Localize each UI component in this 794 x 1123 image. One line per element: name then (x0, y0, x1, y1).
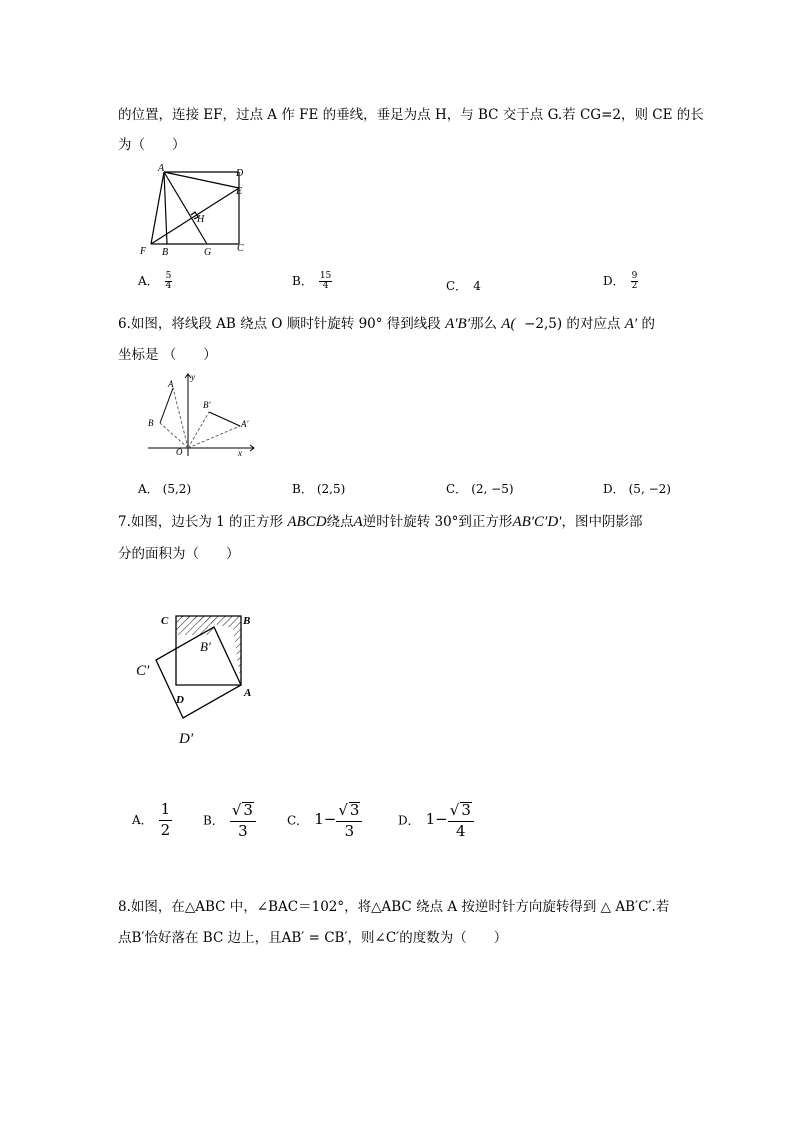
q8-text-line2: 点B′恰好落在 BC 边上，且AB′ = CB′，则∠C′的度数为（ ） (118, 930, 508, 946)
q7-option-a[interactable]: A． $\frac{1}{2}$ (132, 800, 171, 839)
q6-option-b[interactable]: B． (2,5) (292, 482, 346, 496)
q5-square-figure (138, 160, 253, 260)
q5-option-b[interactable]: B． $\frac{15}{4}$ (292, 271, 332, 291)
q5-label-C: C (237, 243, 244, 254)
q5-label-B: B (162, 247, 169, 258)
q6-label-A: A (168, 379, 174, 389)
q6-label-y: y (191, 372, 195, 382)
q6-label-O: O (176, 447, 183, 457)
q5-label-H: H (197, 214, 205, 225)
q7-text-line1: 7.如图，边长为 1 的正方形 ABCD绕点A逆时针旋转 30°到正方形AB′C′D′，图中阴影部 (118, 514, 643, 530)
q7-label-A: A (244, 687, 252, 699)
q5-text-line2: 为（ ） (118, 137, 186, 153)
q5-option-a[interactable]: A． $\frac{5}{4}$ (138, 271, 172, 291)
q7-label-Bprime: B′ (200, 639, 211, 654)
q5-label-E: E (236, 186, 243, 197)
q7-text-line2: 分的面积为（ ） (118, 546, 240, 562)
q8-text-line1: 8.如图，在△ABC 中，∠BAC＝102°，将△ABC 绕点 A 按逆时针方向旋转得到 △ AB′C′.若 (118, 899, 670, 915)
q7-option-d[interactable]: D． 1− $\frac{√ 3}{4}$ (398, 802, 474, 840)
q7-label-Dprime: D′ (179, 731, 194, 747)
q7-option-c[interactable]: C． 1− $\frac{√ 3}{3}$ (287, 802, 362, 840)
q6-label-B: B (148, 418, 154, 428)
q6-text-line1: 6.如图，将线段 AB 绕点 O 顺时针旋转 90° 得到线段 A′B′那么 A( −2,5) 的对应点 A′ 的 (118, 316, 655, 332)
q6-text-line2: 坐标是 （ ） (118, 347, 217, 363)
q7-rotated-square-figure (130, 605, 270, 750)
q6-label-x: x (238, 448, 242, 458)
q6-option-d[interactable]: D． (5, −2) (603, 482, 671, 496)
q5-option-c[interactable]: C． 4 (446, 279, 481, 293)
q5-label-F: F (140, 246, 147, 257)
q5-text-line1: 的位置，连接 EF，过点 A 作 FE 的垂线，垂足为点 H，与 BC 交于点 G.若 CG=2，则 CE 的长 (118, 107, 704, 123)
q7-option-b[interactable]: B． $\frac{√ 3}{3}$ (203, 802, 256, 840)
q7-label-D: D (176, 694, 184, 706)
q6-label-Bprime: B′ (203, 400, 211, 410)
q6-option-c[interactable]: C． (2, −5) (446, 482, 514, 496)
q5-label-G: G (204, 247, 212, 258)
q6-coordinate-figure (140, 368, 260, 460)
q5-option-d[interactable]: D． $\frac{9}{2}$ (603, 271, 638, 291)
q6-option-a[interactable]: A． (5,2) (138, 482, 192, 496)
q7-label-B: B (243, 615, 251, 627)
q7-label-Cprime: C′ (136, 663, 150, 679)
q5-label-D: D (236, 168, 244, 179)
q5-label-A: A (158, 163, 165, 174)
q7-label-C: C (161, 615, 169, 627)
q6-label-Aprime: A′ (241, 419, 249, 429)
